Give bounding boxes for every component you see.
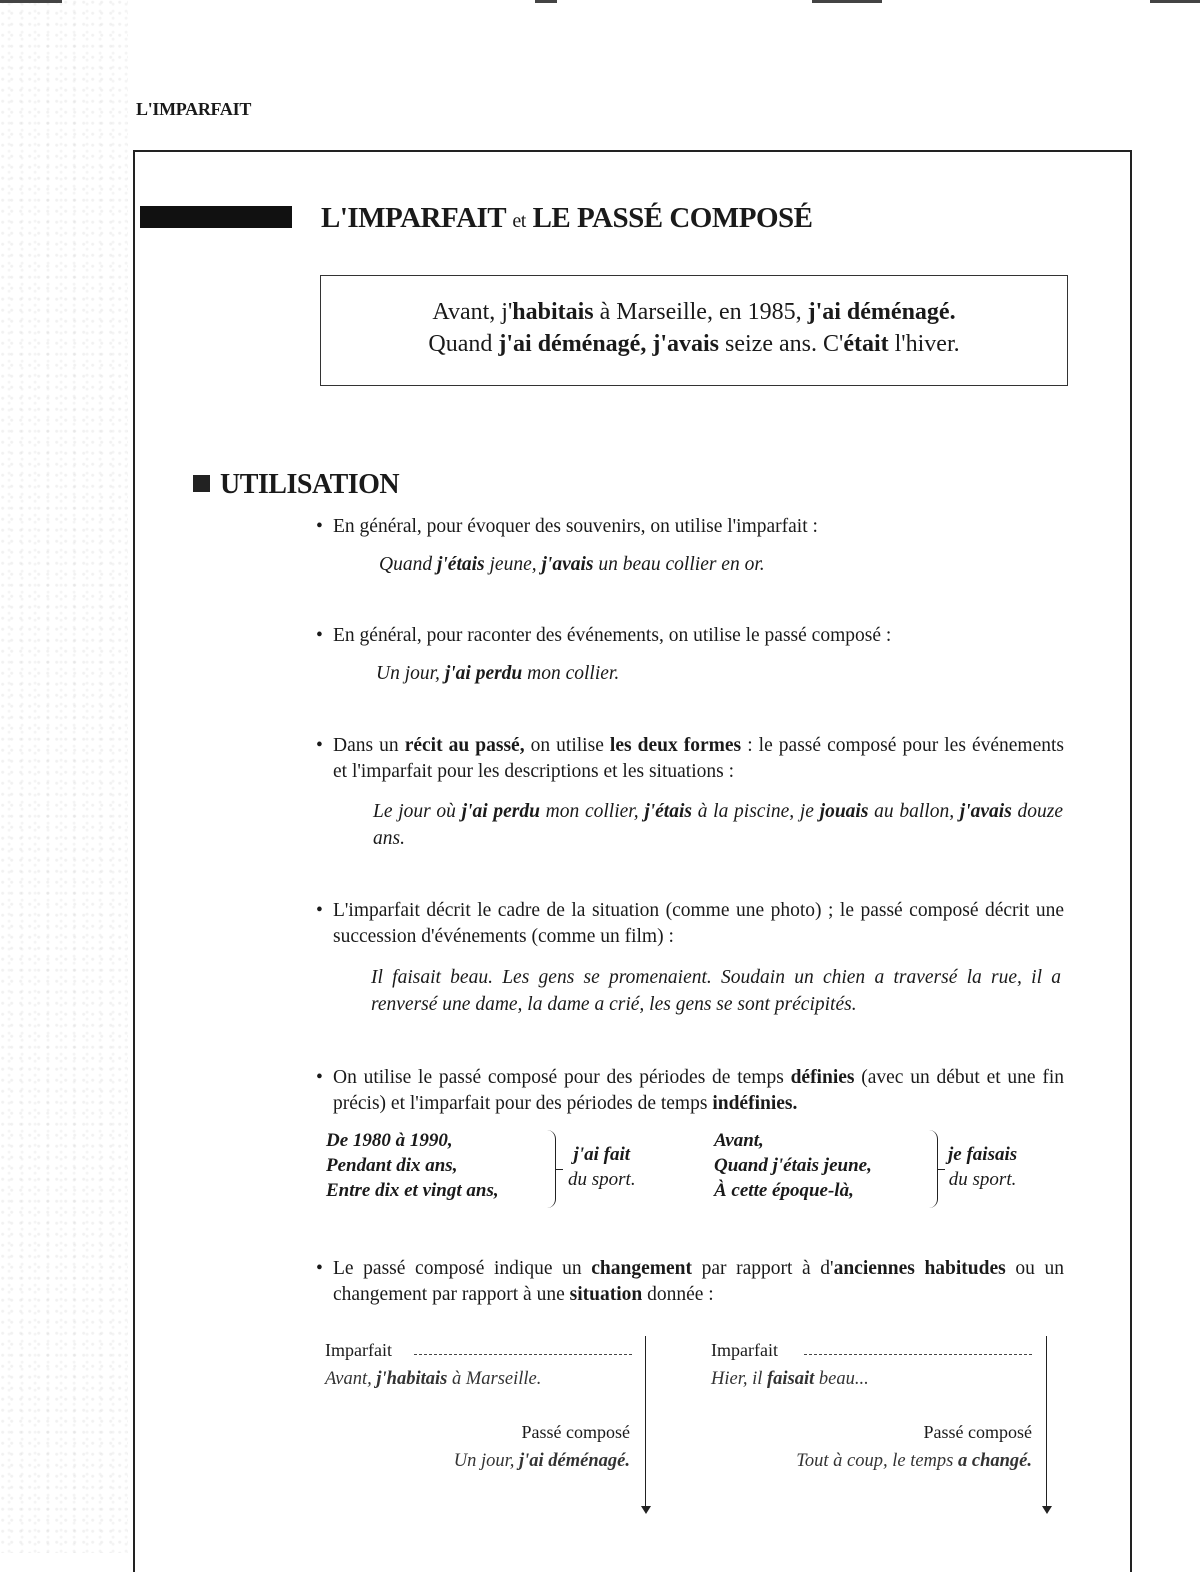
result-verb: j'ai fait [573,1144,631,1165]
text-run: beau... [814,1369,869,1389]
bold-text-run: indéfinies. [712,1093,798,1114]
bold-text-run: j'habitais [376,1369,448,1389]
bold-text-run: j'avais [652,331,720,357]
bold-text-run: les deux formes [609,735,742,756]
text-run: un beau collier en or. [593,554,765,575]
timeline-right-passe-compose-label: Passé composé [923,1422,1032,1442]
intro-example-box [320,275,1068,386]
right-brace-icon [927,1130,938,1208]
text-run: Le jour où [373,801,462,822]
bold-text-run: était [843,331,889,357]
timeline-left-passe-compose-label: Passé composé [521,1422,630,1442]
bullet-dot-icon: • [316,900,323,921]
text-run: à la piscine, je [691,801,820,822]
text-run: par rapport à d' [691,1258,834,1279]
result-object: du sport. [948,1169,1017,1190]
title-black-bar [140,206,292,228]
defined-periods-list [326,1128,499,1203]
rule-text [333,1256,1064,1308]
period-line: Quand j'étais jeune, [714,1155,872,1176]
bold-text-run: définies [790,1067,855,1088]
bold-text-run: j'ai déménagé. [519,1451,630,1471]
bold-text-run: faisait [767,1369,815,1389]
utilisation-label: UTILISATION [220,469,400,500]
rule-example [371,964,1061,1018]
rule-example [373,798,1063,852]
timeline-right-vertical-line [1046,1336,1047,1506]
period-line: De 1980 à 1990, [326,1130,453,1151]
scan-edge-texture [0,0,128,1553]
rule-item-periodes [316,1065,1064,1117]
text-run: Un jour, [376,663,445,684]
bold-text-run: anciennes habitudes [833,1258,1006,1279]
square-bullet-icon [193,475,210,492]
title-imparfait: L'IMPARFAIT [321,202,506,234]
timeline-right-imparfait-example [711,1369,869,1390]
page-title [321,202,812,235]
timeline-left-passe-compose-example [380,1451,630,1472]
text-run: on utilise [524,735,610,756]
bullet-dot-icon: • [316,516,323,537]
bold-text-run: jouais [819,801,869,822]
bold-text-run: j'ai déménagé, [498,331,647,357]
intro-example-line-2 [321,328,1067,360]
bold-text-run: j'avais [541,554,594,575]
result-verb: je faisais [948,1144,1018,1165]
period-line: Pendant dix ans, [326,1155,458,1176]
text-run: Quand [379,554,437,575]
bold-text-run: j'ai perdu [461,801,540,822]
scan-top-marks [0,0,1200,6]
period-line: Avant, [714,1130,764,1151]
bullet-dot-icon: • [316,1067,323,1088]
title-passe-compose: LE PASSÉ COMPOSÉ [532,202,813,234]
result-object: du sport. [568,1169,636,1190]
bold-text-run: j'étais [644,801,692,822]
text-run: à Marseille, en 1985, [593,299,808,325]
bold-text-run: situation [569,1284,643,1305]
defined-periods-result [568,1142,636,1192]
timeline-right-passe-compose-example [700,1451,1032,1472]
text-run: Tout à coup, le temps [796,1451,958,1471]
text-run: Avant, j' [432,299,513,325]
text-run: mon collier, [539,801,645,822]
bold-text-run: j'ai perdu [444,663,523,684]
section-header: L'IMPARFAIT [136,99,252,119]
indefinite-periods-result [948,1142,1017,1192]
rule-item-recit [316,733,1064,785]
text-run: Avant, [325,1369,377,1389]
rule-text [333,1065,1064,1117]
bold-text-run: habitais [512,299,594,325]
rule-item-souvenirs [316,514,1064,540]
text-run: à Marseille. [447,1369,542,1389]
rule-item-changement [316,1256,1064,1308]
bold-text-run: j'avais [959,801,1012,822]
rule-example [379,551,765,578]
bold-text-run: j'étais [436,554,485,575]
text-run: : le passé composé pour les événements et l'imparfait pour les descriptions et les situations : [333,735,1065,782]
text-run: jeune, [484,554,542,575]
bold-text-run: récit au passé, [404,735,525,756]
text-run: Il faisait beau. Les gens se promenaient. Soudain un chien a traversé la rue, il a renversé une dame, la dame a crié, les gens se sont précipités. [371,967,1061,1015]
timeline-left-imparfait-label: Imparfait [325,1340,392,1360]
bold-text-run: j'ai déménagé. [807,299,956,325]
rule-item-cadre [316,898,1064,950]
rule-text [333,623,1064,649]
rule-text [333,514,1064,540]
text-run: mon collier. [522,663,620,684]
arrow-down-icon [1042,1506,1052,1514]
text-run: Hier, il [711,1369,768,1389]
text-run: Dans un [333,735,405,756]
rule-example [376,660,619,687]
rule-item-evenements [316,623,1064,649]
text-run: seize ans. C' [719,331,844,357]
bold-text-run: changement [591,1258,692,1279]
text-run: Quand [428,331,499,357]
text-run: Un jour, [453,1451,520,1471]
bullet-dot-icon: • [316,735,323,756]
timeline-left-imparfait-example [325,1369,541,1390]
period-line: À cette époque-là, [714,1180,854,1201]
text-run: l'hiver. [888,331,960,357]
title-et: et [512,210,526,232]
right-brace-icon [545,1130,556,1208]
text-run: ou un changement par rapport à une [333,1258,1064,1305]
bullet-dot-icon: • [316,1258,323,1279]
arrow-down-icon [641,1506,651,1514]
intro-example-line-1 [321,296,1067,328]
text-run: En général, pour évoquer des souvenirs, on utilise l'imparfait : [333,516,818,537]
utilisation-heading [193,469,399,501]
text-run: donnée : [642,1284,714,1305]
text-run: L'imparfait décrit le cadre de la situation (comme une photo) ; le passé composé décrit une succession d'événements (comme un film) : [333,900,1064,947]
text-run: douze ans. [373,801,1064,849]
indefinite-periods-list [714,1128,872,1203]
text-run: Le passé composé indique un [333,1258,592,1279]
timeline-right-dashed-line [804,1354,1032,1355]
timeline-right-imparfait-label: Imparfait [711,1340,778,1360]
timeline-left-dashed-line [414,1354,632,1355]
rule-text [333,898,1064,950]
bold-text-run: a changé. [958,1451,1032,1471]
text-run: On utilise le passé composé pour des périodes de temps [333,1067,791,1088]
bullet-dot-icon: • [316,625,323,646]
rule-text [333,733,1064,785]
text-run: En général, pour raconter des événements, on utilise le passé composé : [333,625,892,646]
text-run: (avec un début et une fin précis) et l'imparfait pour des périodes de temps [333,1067,1064,1114]
period-line: Entre dix et vingt ans, [326,1180,499,1201]
timeline-left-vertical-line [645,1336,646,1506]
text-run: au ballon, [868,801,960,822]
